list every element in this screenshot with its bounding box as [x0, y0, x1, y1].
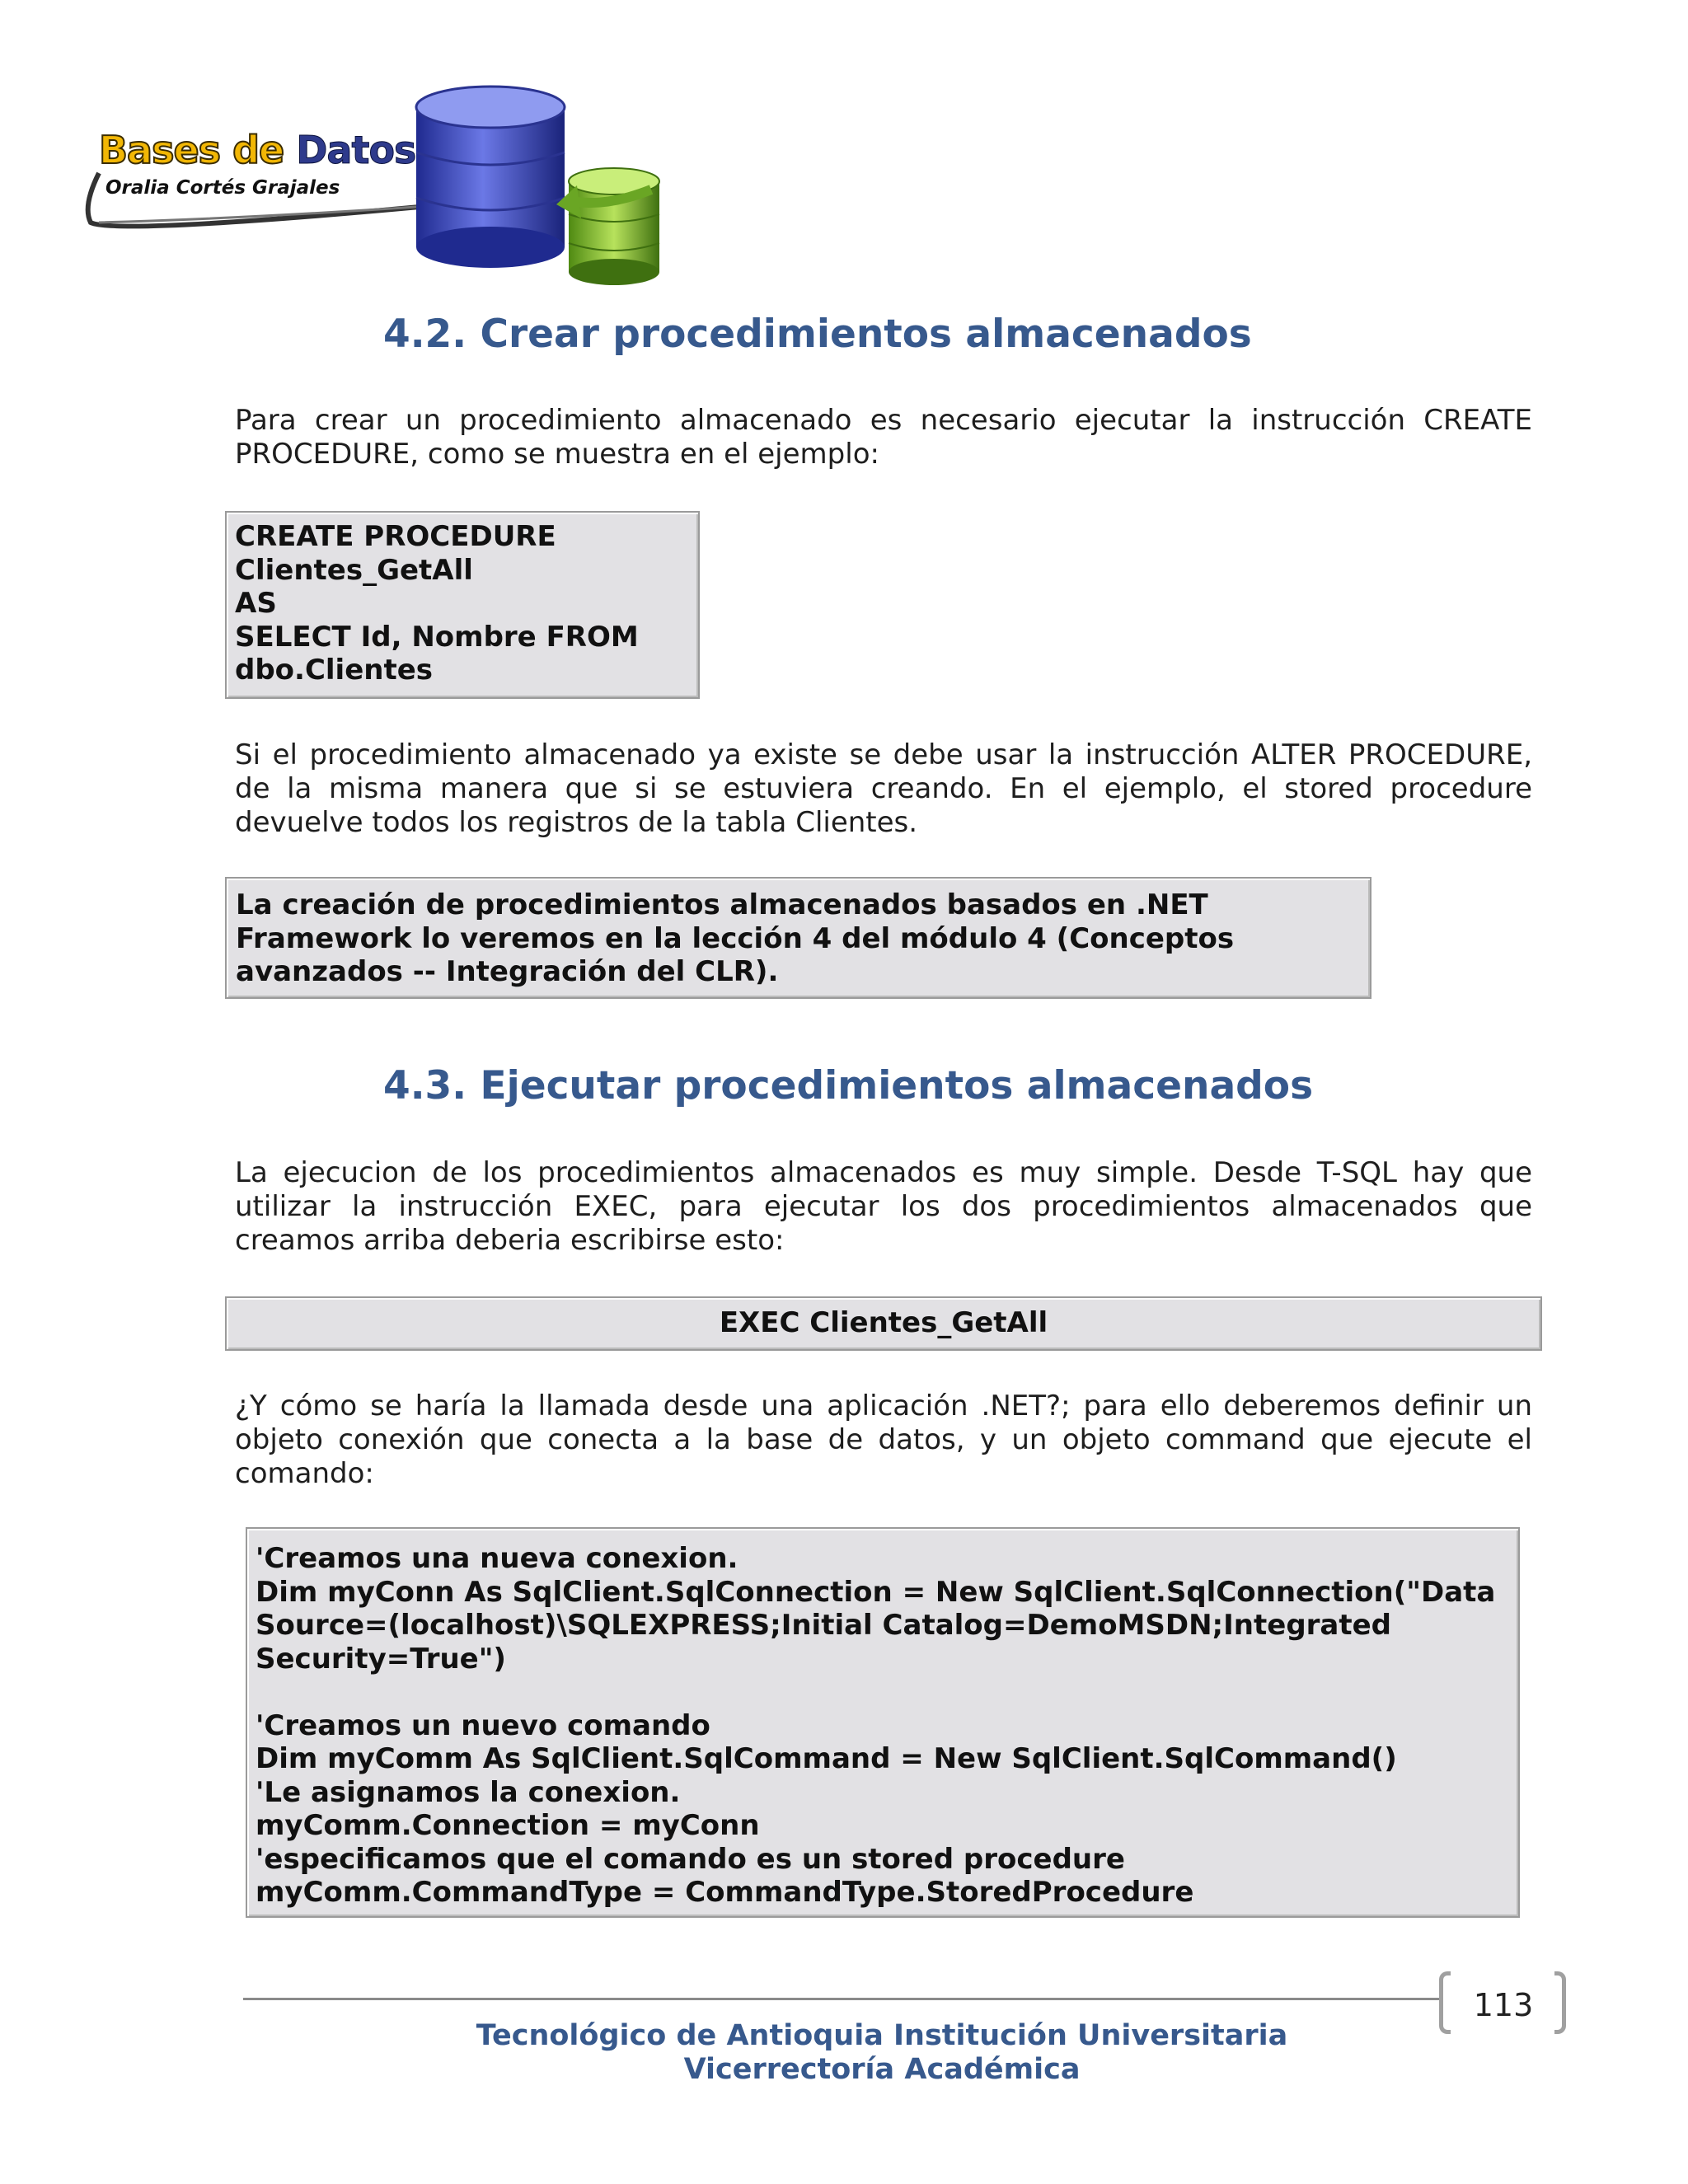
dotnet-call-paragraph: ¿Y cómo se haría la llamada desde una aplicación .NET?; para ello deberemos definir un objeto conexión que conecta a la base de datos, y un objeto command que ejecute el comando: [235, 1390, 1532, 1490]
logo-author: Oralia Cortés Grajales [106, 177, 340, 199]
code-line: 'especificamos que el comando es un stored procedure [256, 1842, 1125, 1876]
vbnet-code-box [246, 1527, 1520, 1918]
footer-divider [243, 1998, 1442, 2000]
code-line: 'Creamos un nuevo comando [256, 1708, 710, 1742]
code-line: Clientes_GetAll [235, 553, 473, 587]
create-procedure-code-box [225, 511, 700, 699]
code-line: Security=True") [256, 1642, 506, 1675]
clr-note-box [225, 877, 1372, 999]
code-line: 'Le asignamos la conexion. [256, 1775, 681, 1809]
code-line: Dim myComm As SqlClient.SqlCommand = New SqlClient.SqlCommand() [256, 1742, 1397, 1775]
footer-institution: Tecnológico de Antioquia Institución Universitaria [476, 2019, 1288, 2052]
footer-department: Vicerrectoría Académica [683, 2053, 1081, 2086]
intro-paragraph-4-2: Para crear un procedimiento almacenado es necesario ejecutar la instrucción CREATE PROCEDURE, como se muestra en el ejemplo: [235, 404, 1532, 471]
intro-paragraph-4-3: La ejecucion de los procedimientos almacenados es muy simple. Desde T-SQL hay que utilizar la instrucción EXEC, para ejecutar los dos procedimientos almacenados que creamos arriba deberia escribirse esto: [235, 1156, 1532, 1257]
code-line: AS [235, 587, 277, 620]
code-line: CREATE PROCEDURE [235, 520, 556, 553]
note-line: Framework lo veremos en la lección 4 del módulo 4 (Conceptos [236, 921, 1235, 955]
code-line: 'Creamos una nueva conexion. [256, 1542, 738, 1575]
code-line: Dim myConn As SqlClient.SqlConnection = New SqlClient.SqlConnection("Data [256, 1575, 1496, 1609]
code-line: myComm.CommandType = CommandType.StoredProcedure [256, 1876, 1194, 1909]
code-line: myComm.Connection = myConn [256, 1809, 760, 1842]
exec-code-box [225, 1296, 1542, 1351]
section-heading-4-2: 4.2. Crear procedimientos almacenados [383, 312, 1252, 357]
logo-title: Bases de Datos [99, 128, 416, 172]
book-logo [82, 82, 676, 288]
note-line: La creación de procedimientos almacenados basados en .NET [236, 888, 1208, 921]
page-number: 113 [1473, 1987, 1534, 2023]
alter-procedure-paragraph: Si el procedimiento almacenado ya existe se debe usar la instrucción ALTER PROCEDURE, de la misma manera que si se estuviera creando. En el ejemplo, el stored procedure devuelve todos los registros de la tabla Clientes. [235, 738, 1532, 839]
code-line: SELECT Id, Nombre FROM [235, 620, 639, 654]
exec-code-line: EXEC Clientes_GetAll [719, 1306, 1048, 1339]
note-line: avanzados -- Integración del CLR). [236, 955, 779, 988]
code-line: dbo.Clientes [235, 654, 434, 687]
section-heading-4-3: 4.3. Ejecutar procedimientos almacenados [383, 1063, 1314, 1108]
code-line [256, 1675, 1510, 1709]
code-line: Source=(localhost)\SQLEXPRESS;Initial Catalog=DemoMSDN;Integrated [256, 1609, 1392, 1642]
